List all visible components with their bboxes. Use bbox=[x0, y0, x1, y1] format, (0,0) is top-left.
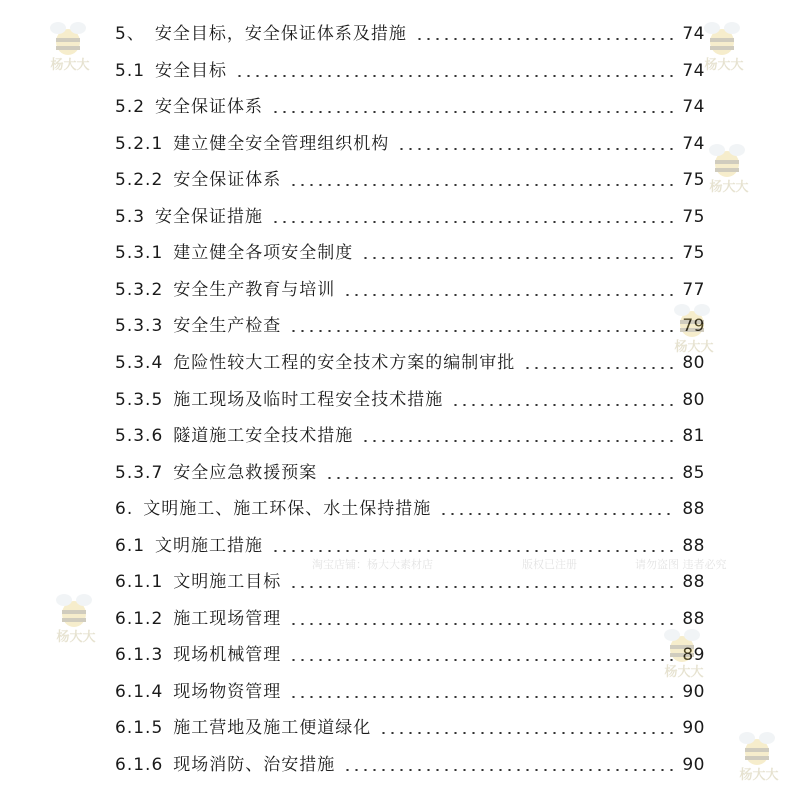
toc-entry-number: 5.3.5 bbox=[115, 389, 164, 410]
toc-dot-leader bbox=[289, 330, 674, 332]
toc-entry-page-number: 74 bbox=[682, 97, 705, 118]
toc-entry-title: 文明施工措施 bbox=[155, 535, 264, 556]
toc-entry[interactable] bbox=[115, 637, 705, 673]
toc-entry-title: 安全应急救援预案 bbox=[173, 462, 318, 483]
toc-dot-leader bbox=[289, 696, 674, 698]
toc-entry-title: 现场消防、治安措施 bbox=[173, 755, 336, 775]
toc-entry-title: 现场机械管理 bbox=[173, 645, 282, 666]
toc-entry-number: 6.1.4 bbox=[115, 681, 164, 702]
toc-entry-page-number: 90 bbox=[682, 681, 705, 702]
toc-entry-page-number: 81 bbox=[682, 426, 705, 447]
toc-dot-leader bbox=[361, 257, 674, 259]
toc-entry[interactable] bbox=[115, 528, 705, 564]
toc-entry-title: 现场物资管理 bbox=[173, 681, 282, 702]
toc-entry-number: 6.1 bbox=[115, 535, 146, 556]
toc-entry-title: 施工现场及临时工程安全技术措施 bbox=[173, 389, 444, 410]
toc-entry-number: 5、 bbox=[115, 24, 145, 44]
toc-entry-number: 5.1 bbox=[115, 60, 146, 81]
watermark-brand: 杨大大 bbox=[709, 180, 749, 195]
toc-entry-page-number: 88 bbox=[682, 572, 705, 593]
toc-entry-page-number: 85 bbox=[682, 462, 705, 483]
toc-entry[interactable] bbox=[115, 162, 705, 198]
toc-dot-leader bbox=[289, 586, 674, 588]
toc-entry[interactable] bbox=[115, 199, 705, 235]
toc-entry[interactable] bbox=[115, 455, 705, 491]
watermark-text: 请勿盗图 违者必究 bbox=[635, 558, 727, 571]
toc-dot-leader bbox=[379, 732, 674, 734]
toc-entry-title: 施工营地及施工便道绿化 bbox=[173, 718, 372, 739]
toc-entry-number: 5.3.3 bbox=[115, 316, 164, 337]
toc-entry-page-number: 88 bbox=[682, 499, 705, 520]
toc-entry-title: 安全生产教育与培训 bbox=[173, 279, 336, 300]
watermark-brand: 杨大大 bbox=[56, 630, 96, 645]
toc-entry-title: 建立健全各项安全制度 bbox=[173, 243, 354, 264]
toc-entry[interactable] bbox=[115, 418, 705, 454]
toc-dot-leader bbox=[451, 404, 674, 406]
toc-dot-leader bbox=[523, 367, 674, 369]
toc-entry[interactable] bbox=[115, 491, 705, 527]
toc-entry-number: 6. bbox=[115, 499, 134, 520]
toc-entry-number: 5.3.4 bbox=[115, 352, 164, 373]
toc-entry-page-number: 74 bbox=[682, 133, 705, 154]
toc-entry-page-number: 75 bbox=[682, 206, 705, 227]
toc-dot-leader bbox=[289, 184, 674, 186]
toc-dot-leader bbox=[397, 148, 674, 150]
toc-entry[interactable] bbox=[115, 345, 705, 381]
toc-entry-title: 安全保证体系 bbox=[155, 97, 264, 118]
toc-entry[interactable] bbox=[115, 674, 705, 710]
toc-entry-page-number: 80 bbox=[682, 389, 705, 410]
toc-entry-page-number: 88 bbox=[682, 608, 705, 629]
toc-dot-leader bbox=[439, 513, 674, 515]
toc-entry-number: 6.1.1 bbox=[115, 572, 164, 593]
toc-entry-title: 施工现场管理 bbox=[173, 608, 282, 629]
toc-entry[interactable] bbox=[115, 53, 705, 89]
toc-entry-title: 文明施工目标 bbox=[173, 572, 282, 593]
toc-entry-title: 安全生产检查 bbox=[173, 316, 282, 337]
watermark-brand: 杨大大 bbox=[739, 768, 779, 783]
toc-entry-number: 5.3.6 bbox=[115, 426, 164, 447]
toc-entry-number: 5.3.2 bbox=[115, 279, 164, 300]
toc-entry-number: 6.1.5 bbox=[115, 718, 164, 739]
toc-dot-leader bbox=[271, 111, 674, 113]
toc-entry-page-number: 75 bbox=[682, 170, 705, 191]
toc-entry[interactable] bbox=[115, 272, 705, 308]
toc-entry[interactable] bbox=[115, 235, 705, 271]
toc-entry-page-number: 90 bbox=[682, 718, 705, 739]
watermark-text: 版权已注册 bbox=[522, 558, 577, 571]
toc-entry-page-number: 88 bbox=[682, 535, 705, 556]
toc-entry-title: 安全目标，安全保证体系及措施 bbox=[154, 24, 407, 44]
toc-dot-leader bbox=[271, 221, 674, 223]
watermark-brand: 杨大大 bbox=[674, 340, 714, 355]
toc-entry-title: 隧道施工安全技术措施 bbox=[173, 426, 354, 447]
toc-entry-number: 5.2.2 bbox=[115, 170, 164, 191]
toc-dot-leader bbox=[271, 550, 674, 552]
toc-entry-number: 6.1.3 bbox=[115, 645, 164, 666]
toc-dot-leader bbox=[289, 659, 674, 661]
toc-entry[interactable] bbox=[115, 89, 705, 125]
toc-entry[interactable] bbox=[115, 747, 705, 783]
toc-entry[interactable] bbox=[115, 564, 705, 600]
toc-entry-number: 5.3.1 bbox=[115, 243, 164, 264]
toc-entry[interactable] bbox=[115, 382, 705, 418]
toc-entry-page-number: 90 bbox=[682, 755, 705, 775]
watermark-brand: 杨大大 bbox=[664, 665, 704, 680]
toc-entry-title: 文明施工、施工环保、水土保持措施 bbox=[143, 499, 432, 520]
toc-dot-leader bbox=[325, 477, 674, 479]
toc-entry-number: 5.2.1 bbox=[115, 133, 164, 154]
toc-dot-leader bbox=[361, 440, 674, 442]
toc-entry-title: 危险性较大工程的安全技术方案的编制审批 bbox=[173, 352, 516, 373]
toc-entry-title: 安全目标 bbox=[155, 60, 228, 81]
toc-entry-page-number: 79 bbox=[682, 316, 705, 337]
toc-entry-number: 5.3 bbox=[115, 206, 146, 227]
toc-entry[interactable] bbox=[115, 16, 705, 52]
toc-entry[interactable] bbox=[115, 710, 705, 746]
watermark-brand: 杨大大 bbox=[50, 58, 90, 73]
toc-entry-page-number: 77 bbox=[682, 279, 705, 300]
toc-entry-number: 6.1.2 bbox=[115, 608, 164, 629]
toc-entry-title: 安全保证体系 bbox=[173, 170, 282, 191]
toc-entry-title: 建立健全安全管理组织机构 bbox=[173, 133, 390, 154]
toc-entry[interactable] bbox=[115, 601, 705, 637]
toc-entry-number: 6.1.6 bbox=[115, 755, 164, 775]
toc-dot-leader bbox=[415, 38, 675, 40]
toc-entry-page-number: 74 bbox=[682, 24, 705, 44]
watermark-brand: 杨大大 bbox=[704, 58, 744, 73]
toc-dot-leader bbox=[343, 294, 674, 296]
watermark-text: 淘宝店铺：杨大大素材店 bbox=[312, 558, 433, 571]
toc-entry[interactable] bbox=[115, 126, 705, 162]
toc-entry-page-number: 89 bbox=[682, 645, 705, 666]
toc-entry-page-number: 74 bbox=[682, 60, 705, 81]
toc-entry-title: 安全保证措施 bbox=[155, 206, 264, 227]
toc-entry[interactable] bbox=[115, 308, 705, 344]
toc-dot-leader bbox=[343, 769, 674, 771]
toc-entry-page-number: 80 bbox=[682, 352, 705, 373]
toc-entry-number: 5.2 bbox=[115, 97, 146, 118]
toc-dot-leader bbox=[289, 623, 674, 625]
toc-entry-page-number: 75 bbox=[682, 243, 705, 264]
toc-dot-leader bbox=[235, 75, 674, 77]
toc-entry-number: 5.3.7 bbox=[115, 462, 164, 483]
